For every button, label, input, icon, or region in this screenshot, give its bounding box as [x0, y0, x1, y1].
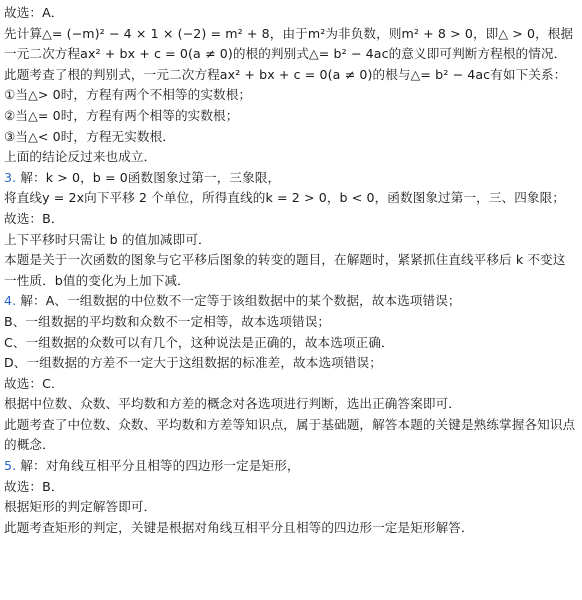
explanation-paragraph: [4, 147, 576, 168]
answer-line: [4, 209, 576, 230]
line-text: 根据矩形的判定解答即可．: [4, 499, 157, 515]
line-text: 此题考查了中位数、众数、平均数和方差等知识点，属于基础题，解答本题的关键是熟练掌握各知识点的概念．: [4, 416, 576, 453]
explanation-paragraph: [4, 24, 576, 65]
question-3-solution: [4, 168, 576, 189]
line-text: 故选：B．: [4, 210, 64, 226]
line-text: C、一组数据的众数可以有几个，这种说法是正确的，故本选项正确．: [4, 334, 394, 350]
line-text: ①当△> 0时，方程有两个不相等的实数根；: [4, 87, 252, 103]
explanation-paragraph: [4, 518, 576, 539]
question-number: 4.: [4, 293, 17, 309]
line-text: B、一组数据的平均数和众数不一定相等，故本选项错误；: [4, 313, 331, 329]
line-text: ②当△= 0时，方程有两个相等的实数根；: [4, 107, 239, 123]
line-text: D、一组数据的方差不一定大于这组数据的标准差，故本选项错误；: [4, 355, 382, 371]
answer-line: [4, 3, 576, 24]
answer-line: [4, 374, 576, 395]
line-text: ③当△< 0时，方程无实数根．: [4, 128, 175, 144]
explanation-paragraph: [4, 394, 576, 415]
case-line: [4, 85, 576, 106]
line-text: 此题考查了根的判别式，一元二次方程ax² + bx + c = 0(a ≠ 0)的根与△= b² − 4ac有如下关系：: [4, 66, 567, 82]
question-4-solution: [4, 291, 576, 312]
line-text: 故选：B．: [4, 478, 64, 494]
case-line: [4, 127, 576, 148]
line-text: 本题是关于一次函数的图象与它平移后图象的转变的题目，在解题时，紧紧抓住直线平移后 k 不变这一性质．b值的变化为上加下减．: [4, 252, 566, 288]
line-text: 故选：C．: [4, 375, 64, 391]
question-number: 5.: [4, 458, 17, 474]
explanation-paragraph: [4, 250, 576, 291]
line-text: 故选：A．: [4, 5, 64, 20]
explanation-paragraph: [4, 497, 576, 518]
line-text: 先计算△= (−m)² − 4 × 1 × (−2) = m² + 8，由于m²为非负数，则m² + 8 > 0，即△ > 0，根据一元二次方程ax² + bx + c = 0(a ≠ 0)的根的判别式△= b² − 4ac的意义即可判断方程根的情况．: [4, 25, 574, 62]
option-line: [4, 312, 576, 333]
line-text: 上面的结论反过来也成立．: [4, 149, 157, 165]
line-text: 将直线y = 2x向下平移 2 个单位，所得直线的k = 2 > 0，b < 0，函数图象过第一，三、四象限；: [4, 190, 565, 206]
line-text: 解：对角线互相平分且相等的四边形一定是矩形，: [16, 458, 300, 474]
question-number: 3.: [4, 169, 17, 185]
explanation-paragraph: [4, 230, 576, 251]
answer-line: [4, 477, 576, 498]
line-text: 解：k > 0，b = 0函数图象过第一，三象限，: [16, 169, 281, 185]
question-5-solution: [4, 456, 576, 477]
line-text: 上下平移时只需让 b 的值加减即可．: [4, 231, 211, 247]
option-line: [4, 353, 576, 374]
explanation-paragraph: [4, 188, 576, 209]
explanation-paragraph: [4, 415, 576, 456]
line-text: 解：A、一组数据的中位数不一定等于该组数据中的某个数据，故本选项错误；: [16, 293, 461, 309]
case-line: [4, 106, 576, 127]
line-text: 此题考查矩形的判定，关键是根据对角线互相平分且相等的四边形一定是矩形解答．: [4, 519, 474, 535]
option-line: [4, 333, 576, 354]
line-text: 根据中位数、众数、平均数和方差的概念对各选项进行判断，选出正确答案即可．: [4, 396, 461, 412]
explanation-paragraph: [4, 65, 576, 86]
